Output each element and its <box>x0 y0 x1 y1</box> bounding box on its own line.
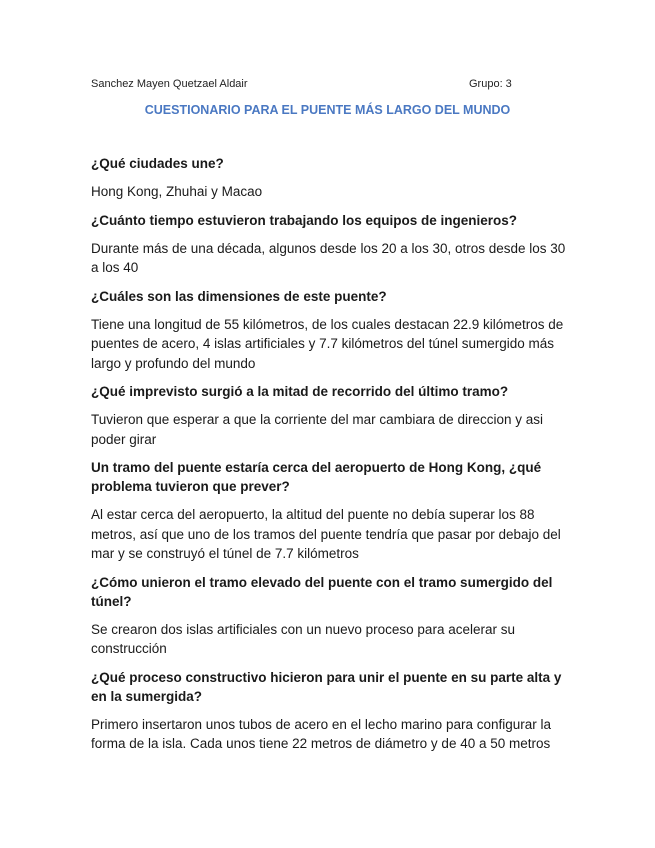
question-1: ¿Qué ciudades une? <box>91 156 224 171</box>
answer-2: Durante más de una década, algunos desde los 20 a los 30, otros desde los 30 a los 40 <box>91 240 566 275</box>
question-2: ¿Cuánto tiempo estuvieron trabajando los equipos de ingenieros? <box>91 212 518 228</box>
document-title: CUESTIONARIO PARA EL PUENTE MÁS LARGO DEL MUNDO <box>144 103 511 117</box>
answer-5: Al estar cerca del aeropuerto, la altitud del puente no debía superar los 88 metros, así que uno de los tramos del puente tendría que pasar por debajo del mar y se construyó el túnel de 7.7 kilómetros <box>91 507 561 561</box>
question-5: Un tramo del puente estaría cerca del aeropuerto de Hong Kong, ¿qué problema tuvieron que prever? <box>91 460 542 494</box>
questionnaire <box>91 154 576 763</box>
group-label: Grupo: 3 <box>469 78 512 90</box>
answer-3: Tiene una longitud de 55 kilómetros, de los cuales destacan 22.9 kilómetros de puentes de acero, 4 islas artificiales y 7.7 kilómetros del túnel sumergido más largo y profundo del mundo <box>91 316 564 371</box>
question-6: ¿Cómo unieron el tramo elevado del puente con el tramo sumergido del túnel? <box>91 574 553 609</box>
answer-7: Primero insertaron unos tubos de acero en el lecho marino para configurar la forma de la isla. Cada unos tiene 22 metros de diámetro y de 40 a 50 metros <box>91 716 552 751</box>
answer-4: Tuvieron que esperar a que la corriente del mar cambiara de direccion y asi poder girar <box>91 412 543 447</box>
question-3: ¿Cuáles son las dimensiones de este puente? <box>91 288 387 304</box>
answer-1: Hong Kong, Zhuhai y Macao <box>91 184 263 199</box>
author-name: Sanchez Mayen Quetzael Aldair <box>91 78 248 90</box>
question-4: ¿Qué imprevisto surgió a la mitad de recorrido del último tramo? <box>91 384 509 399</box>
answer-6: Se crearon dos islas artificiales con un nuevo proceso para acelerar su construcción <box>91 621 515 656</box>
question-7: ¿Qué proceso constructivo hicieron para unir el puente en su parte alta y en la sumergida? <box>91 669 562 704</box>
